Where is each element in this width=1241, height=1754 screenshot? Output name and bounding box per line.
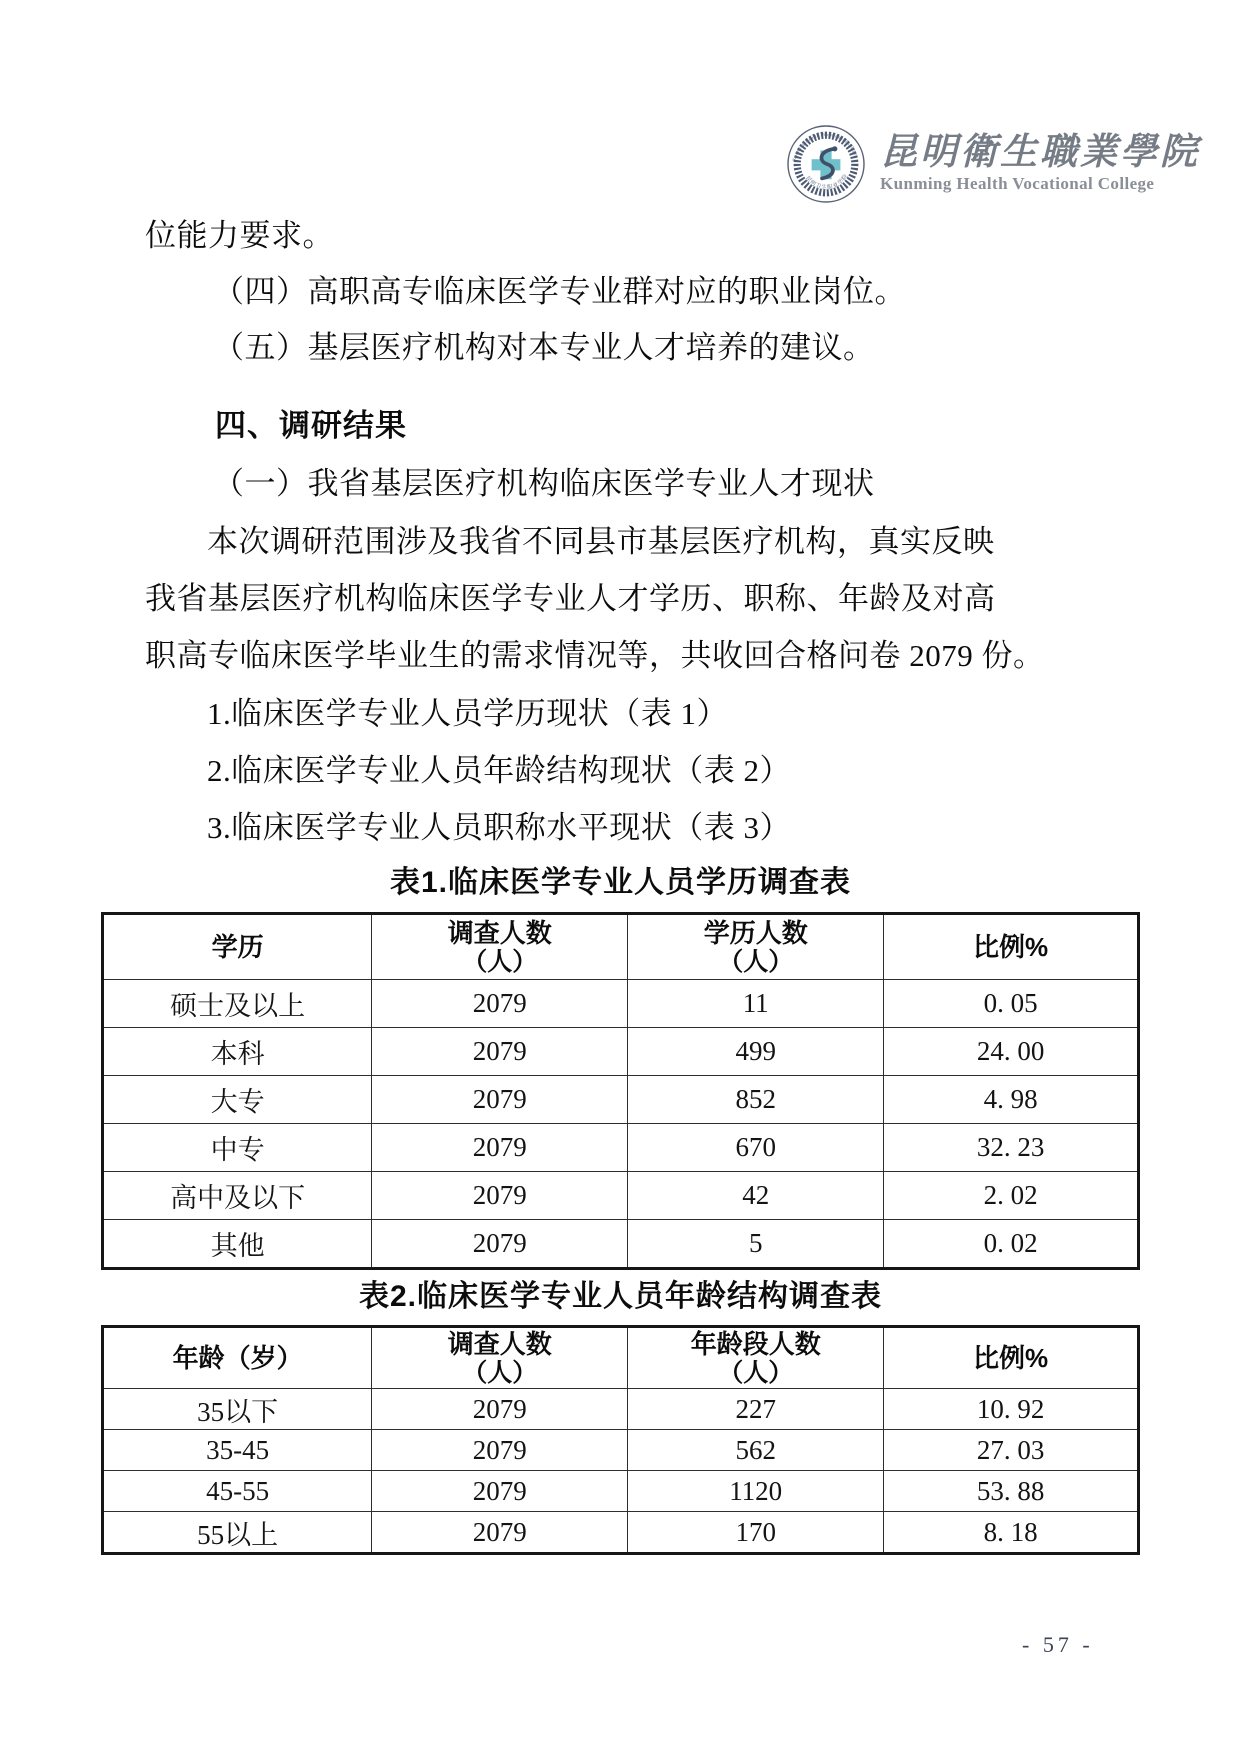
table-cell: 55以上 xyxy=(103,1512,372,1554)
table-cell: 227 xyxy=(628,1389,884,1430)
table-cell: 670 xyxy=(628,1124,884,1172)
college-seal-icon xyxy=(786,124,866,204)
table2-header-row xyxy=(103,1327,1139,1389)
table-cell: 24. 00 xyxy=(884,1028,1139,1076)
table1-title: 表1.临床医学专业人员学历调查表 xyxy=(389,866,852,899)
table2-header-cell: 年龄段人数 （人） xyxy=(628,1327,884,1389)
table-cell: 562 xyxy=(628,1430,884,1471)
table-cell: 8. 18 xyxy=(884,1512,1139,1554)
table-cell: 0. 05 xyxy=(884,980,1139,1028)
table-cell: 170 xyxy=(628,1512,884,1554)
paragraph-line-2: 我省基层医疗机构临床医学专业人才学历、职称、年龄及对高 xyxy=(145,581,996,616)
svg-text:Kunming Health Vocational Coll: Kunming Health Vocational College xyxy=(792,132,858,162)
college-name-english: Kunming Health Vocational College xyxy=(880,174,1155,193)
table-cell: 2079 xyxy=(372,1076,628,1124)
table-cell: 4. 98 xyxy=(884,1076,1139,1124)
numbered-item-2: 2.临床医学专业人员年龄结构现状（表 2） xyxy=(207,753,791,788)
table-cell: 2079 xyxy=(372,1512,628,1554)
table-row xyxy=(103,1028,1139,1076)
table2-header-cell: 调查人数 （人） xyxy=(372,1327,628,1389)
table-cell: 42 xyxy=(628,1172,884,1220)
table-cell: 35以下 xyxy=(103,1389,372,1430)
table1-header-cell: 学历 xyxy=(103,914,372,980)
table-cell: 11 xyxy=(628,980,884,1028)
table-cell: 32. 23 xyxy=(884,1124,1139,1172)
table-cell: 0. 02 xyxy=(884,1220,1139,1269)
table-cell: 5 xyxy=(628,1220,884,1269)
table-cell: 大专 xyxy=(103,1076,372,1124)
paragraph-line-1: 本次调研范围涉及我省不同县市基层医疗机构，真实反映 xyxy=(207,524,995,559)
table-row xyxy=(103,1220,1139,1269)
table2-title: 表2.临床医学专业人员年龄结构调查表 xyxy=(358,1280,883,1313)
table-cell: 53. 88 xyxy=(884,1471,1139,1512)
table-cell: 硕士及以上 xyxy=(103,980,372,1028)
table-row xyxy=(103,1076,1139,1124)
table-cell: 中专 xyxy=(103,1124,372,1172)
numbered-item-1: 1.临床医学专业人员学历现状（表 1） xyxy=(207,696,728,731)
paragraph-line-3: 职高专临床医学毕业生的需求情况等，共收回合格问卷 2079 份。 xyxy=(145,638,1045,673)
list-item-five: （五）基层医疗机构对本专业人才培养的建议。 xyxy=(213,330,875,365)
college-logo xyxy=(786,118,1200,210)
table2-header-cell: 比例% xyxy=(884,1327,1139,1389)
paragraph-carryover: 位能力要求。 xyxy=(145,218,334,253)
list-item-four: （四）高职高专临床医学专业群对应的职业岗位。 xyxy=(213,274,906,309)
table-cell: 本科 xyxy=(103,1028,372,1076)
table-cell: 2079 xyxy=(372,1471,628,1512)
table-cell: 2079 xyxy=(372,1430,628,1471)
table2-age xyxy=(101,1325,1140,1555)
table-cell: 499 xyxy=(628,1028,884,1076)
table-row xyxy=(103,1471,1139,1512)
table-row xyxy=(103,1389,1139,1430)
table-cell: 高中及以下 xyxy=(103,1172,372,1220)
table-cell: 其他 xyxy=(103,1220,372,1269)
table-cell: 2079 xyxy=(372,980,628,1028)
college-name-calligraphy: 昆明衛生職業學院 xyxy=(880,132,1200,173)
table-row xyxy=(103,1430,1139,1471)
subsection-heading: （一）我省基层医疗机构临床医学专业人才现状 xyxy=(213,466,875,501)
section-heading: 四、调研结果 xyxy=(215,408,407,443)
table-cell: 27. 03 xyxy=(884,1430,1139,1471)
table-cell: 2079 xyxy=(372,1220,628,1269)
table1-header-cell: 比例% xyxy=(884,914,1139,980)
table-row xyxy=(103,980,1139,1028)
table-row xyxy=(103,1172,1139,1220)
table-cell: 45-55 xyxy=(103,1471,372,1512)
table-cell: 2079 xyxy=(372,1028,628,1076)
table-cell: 10. 92 xyxy=(884,1389,1139,1430)
table-cell: 2079 xyxy=(372,1389,628,1430)
page-number: - 57 - xyxy=(1022,1632,1094,1657)
table1-header-cell: 学历人数 （人） xyxy=(628,914,884,980)
table-cell: 2079 xyxy=(372,1172,628,1220)
table-cell: 1120 xyxy=(628,1471,884,1512)
table-cell: 35-45 xyxy=(103,1430,372,1471)
table-cell: 852 xyxy=(628,1076,884,1124)
table-row xyxy=(103,1512,1139,1554)
table1-header-cell: 调查人数 （人） xyxy=(372,914,628,980)
table-cell: 2. 02 xyxy=(884,1172,1139,1220)
table1-header-row xyxy=(103,914,1139,980)
table1-education xyxy=(101,912,1140,1270)
table2-header-cell: 年龄（岁） xyxy=(103,1327,372,1389)
college-logo-text xyxy=(880,133,1200,195)
table-row xyxy=(103,1124,1139,1172)
numbered-item-3: 3.临床医学专业人员职称水平现状（表 3） xyxy=(207,810,791,845)
table-cell: 2079 xyxy=(372,1124,628,1172)
svg-text:昆明卫生职业学院: 昆明卫生职业学院 xyxy=(803,173,850,192)
